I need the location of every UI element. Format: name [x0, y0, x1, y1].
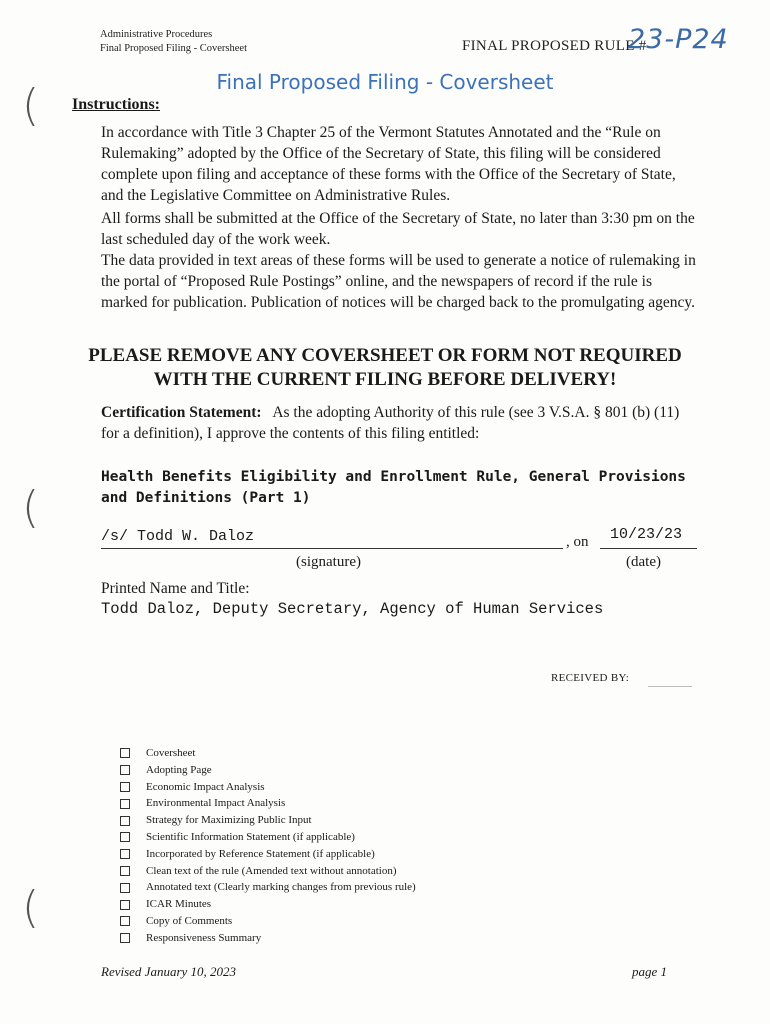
checklist-item-scientific-info[interactable] — [120, 829, 416, 846]
header-line-1: Administrative Procedures — [100, 29, 213, 40]
certification-text: As the adopting Authority of this rule (see 3 V.S.A. § 801 (b) (11) for a definition), I approve the contents of this filing entitled: — [101, 404, 680, 442]
signature-line — [101, 548, 563, 549]
checkbox-icon[interactable] — [120, 900, 130, 910]
received-by-label: RECEIVED BY: — [551, 672, 630, 684]
binder-mark-middle: ( — [22, 482, 40, 533]
checklist-label: Strategy for Maximizing Public Input — [146, 814, 312, 827]
checklist-item-icar-minutes[interactable] — [120, 896, 416, 913]
checklist-item-environmental-impact[interactable] — [120, 795, 416, 812]
revised-date: Revised January 10, 2023 — [101, 964, 237, 979]
checkbox-icon[interactable] — [120, 883, 130, 893]
checklist-item-responsiveness[interactable] — [120, 930, 416, 947]
certification-label: Certification Statement: — [101, 404, 262, 421]
checklist-item-adopting-page[interactable] — [120, 762, 416, 779]
checkbox-icon[interactable] — [120, 933, 130, 943]
page-number: page 1 — [632, 964, 668, 979]
checklist-label: Responsiveness Summary — [146, 931, 262, 944]
checklist-item-annotated-text[interactable] — [120, 879, 416, 896]
certification-statement — [101, 402, 701, 444]
form-checklist — [120, 745, 416, 947]
date-caption: (date) — [626, 554, 661, 570]
checkbox-icon[interactable] — [120, 816, 130, 826]
checklist-label: Economic Impact Analysis — [146, 780, 265, 793]
checklist-label: Coversheet — [146, 747, 196, 759]
date-value: 10/23/23 — [610, 526, 683, 543]
checkbox-icon[interactable] — [120, 782, 130, 792]
signature-value: /s/ Todd W. Daloz — [101, 528, 255, 545]
instructions-heading: Instructions: — [72, 96, 161, 113]
checklist-item-economic-impact[interactable] — [120, 779, 416, 796]
date-line — [600, 548, 697, 549]
checklist-label: Annotated text (Clearly marking changes from previous rule) — [146, 881, 416, 894]
checklist-item-comments[interactable] — [120, 913, 416, 930]
checklist-label: Incorporated by Reference Statement (if applicable) — [146, 847, 375, 860]
checklist-item-coversheet[interactable] — [120, 745, 416, 762]
checklist-label: Adopting Page — [146, 763, 212, 776]
binder-mark-bottom: ( — [22, 882, 40, 933]
removal-warning: PLEASE REMOVE ANY COVERSHEET OR FORM NOT REQUIRED WITH THE CURRENT FILING BEFORE DELIVERY! — [88, 345, 682, 390]
checklist-label: ICAR Minutes — [146, 898, 212, 911]
checklist-label: Environmental Impact Analysis — [146, 797, 286, 810]
checklist-item-clean-text[interactable] — [120, 863, 416, 880]
instructions-paragraph-3: The data provided in text areas of these forms will be used to generate a notice of rulemaking in the portal of “Proposed Rule Postings” online, and the newspapers of record if the rule is marked for publication. Publication of notices will be charged back to the promulgating agency. — [101, 252, 696, 311]
instructions-paragraph-2: All forms shall be submitted at the Office of the Secretary of State, no later than 3:30 pm on the last scheduled day of the work week. — [101, 210, 695, 248]
rule-number-label: FINAL PROPOSED RULE # — [462, 38, 647, 54]
binder-mark-top: ( — [22, 80, 40, 131]
checklist-item-incorporated-reference[interactable] — [120, 846, 416, 863]
checkbox-icon[interactable] — [120, 866, 130, 876]
on-label: , on — [566, 534, 589, 550]
signature-caption: (signature) — [296, 554, 361, 570]
instructions-paragraph-1: In accordance with Title 3 Chapter 25 of the Vermont Statutes Annotated and the “Rule on Rulemaking” adopted by the Office of the Secretary of State, this filing will be considered complete upon filing and acceptance of these forms with the Office of the Secretary of State, and the Legislative Committee on Administrative Rules. — [101, 124, 676, 204]
page-title: Final Proposed Filing - Coversheet — [216, 70, 554, 94]
printed-name-label: Printed Name and Title: — [101, 580, 250, 597]
checklist-label: Clean text of the rule (Amended text without annotation) — [146, 864, 397, 877]
checkbox-icon[interactable] — [120, 832, 130, 842]
printed-name-value: Todd Daloz, Deputy Secretary, Agency of Human Services — [101, 600, 604, 618]
header-line-2: Final Proposed Filing - Coversheet — [100, 43, 247, 54]
checkbox-icon[interactable] — [120, 849, 130, 859]
checkbox-icon[interactable] — [120, 748, 130, 758]
received-by-line — [648, 686, 692, 687]
checklist-label: Copy of Comments — [146, 914, 233, 927]
rule-title: Health Benefits Eligibility and Enrollment Rule, General Provisions and Definitions (Part 1) — [101, 469, 686, 506]
rule-number-handwritten: 23-P24 — [628, 24, 729, 55]
checkbox-icon[interactable] — [120, 799, 130, 809]
checkbox-icon[interactable] — [120, 765, 130, 775]
checkbox-icon[interactable] — [120, 916, 130, 926]
checklist-label: Scientific Information Statement (if applicable) — [146, 830, 355, 843]
checklist-item-public-input[interactable] — [120, 812, 416, 829]
